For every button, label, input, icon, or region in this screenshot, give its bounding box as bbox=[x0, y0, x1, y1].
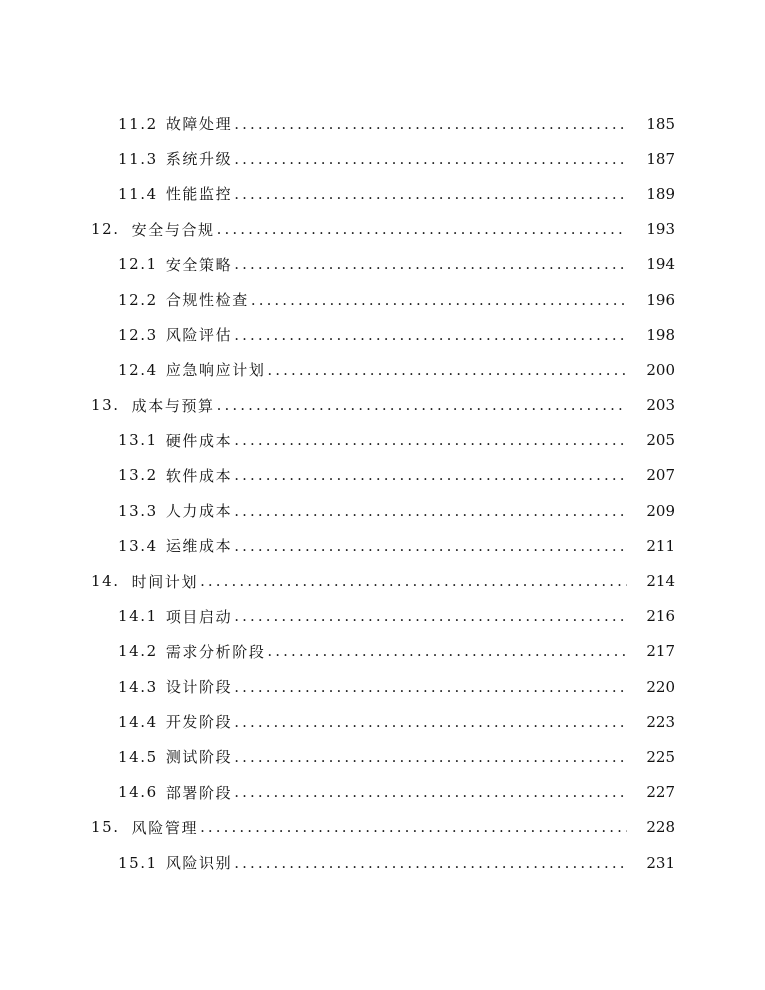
toc-entry-page: 231 bbox=[646, 853, 675, 872]
toc-entry-11-2[interactable] bbox=[0, 106, 765, 141]
toc-entry-page: 217 bbox=[646, 642, 675, 661]
toc-entry-number: 14. bbox=[91, 572, 120, 591]
toc-entry-12-4[interactable] bbox=[0, 352, 765, 387]
dot-leader bbox=[234, 115, 627, 133]
toc-entry-number: 14.2 bbox=[118, 642, 158, 661]
toc-entry-number: 14.1 bbox=[118, 607, 158, 626]
toc-entry-number: 14.5 bbox=[118, 747, 158, 766]
toc-entry-number: 14.4 bbox=[118, 712, 158, 731]
dot-leader bbox=[200, 818, 627, 836]
toc-entry-number: 15.1 bbox=[118, 853, 158, 872]
toc-entry-number: 12.2 bbox=[118, 290, 158, 309]
toc-entry-number: 14.3 bbox=[118, 677, 158, 696]
dot-leader bbox=[267, 361, 627, 379]
dot-leader bbox=[234, 185, 627, 203]
dot-leader bbox=[234, 537, 627, 555]
toc-entry-page: 194 bbox=[646, 255, 675, 274]
dot-leader bbox=[234, 713, 627, 731]
toc-entry-title: 测试阶段 bbox=[165, 748, 233, 767]
toc-entry-11-3[interactable] bbox=[0, 141, 765, 176]
toc-entry-number: 12. bbox=[91, 220, 120, 239]
toc-entry-title: 风险评估 bbox=[165, 326, 233, 345]
dot-leader bbox=[200, 572, 627, 590]
toc-entry-number: 12.4 bbox=[118, 360, 158, 379]
toc-entry-title: 安全与合规 bbox=[131, 220, 215, 239]
toc-entry-title: 成本与预算 bbox=[131, 396, 215, 415]
toc-entry-title: 开发阶段 bbox=[165, 713, 233, 732]
toc-entry-title: 运维成本 bbox=[165, 537, 233, 556]
dot-leader bbox=[217, 220, 627, 238]
toc-entry-page: 205 bbox=[646, 431, 675, 450]
toc-entry-13-3[interactable] bbox=[0, 493, 765, 528]
toc-entry-14-1[interactable] bbox=[0, 599, 765, 634]
toc-entry-page: 228 bbox=[646, 818, 675, 837]
dot-leader bbox=[234, 431, 627, 449]
toc-entry-title: 时间计划 bbox=[131, 572, 199, 591]
toc-entry-number: 13.2 bbox=[118, 466, 158, 485]
toc-entry-title: 人力成本 bbox=[165, 502, 233, 521]
dot-leader bbox=[234, 326, 627, 344]
toc-entry-title: 故障处理 bbox=[165, 115, 233, 134]
toc-entry-page: 203 bbox=[646, 396, 675, 415]
toc-entry-page: 189 bbox=[646, 184, 675, 203]
toc-entry-title: 设计阶段 bbox=[165, 678, 233, 697]
toc-entry-title: 部署阶段 bbox=[165, 783, 233, 802]
toc-entry-page: 214 bbox=[646, 572, 675, 591]
toc-entry-14-4[interactable] bbox=[0, 704, 765, 739]
dot-leader bbox=[251, 291, 627, 309]
toc-entry-14-3[interactable] bbox=[0, 669, 765, 704]
toc-entry-13[interactable] bbox=[0, 388, 765, 423]
dot-leader bbox=[234, 748, 627, 766]
toc-entry-page: 211 bbox=[646, 536, 675, 555]
toc-entry-title: 安全策略 bbox=[165, 255, 233, 274]
dot-leader bbox=[234, 150, 627, 168]
dot-leader bbox=[234, 607, 627, 625]
toc-entry-page: 187 bbox=[646, 149, 675, 168]
toc-entry-11-4[interactable] bbox=[0, 176, 765, 211]
toc-entry-title: 系统升级 bbox=[165, 150, 233, 169]
dot-leader bbox=[234, 255, 627, 273]
toc-entry-title: 风险识别 bbox=[165, 854, 233, 873]
toc-entry-title: 硬件成本 bbox=[165, 431, 233, 450]
toc-entry-page: 198 bbox=[646, 325, 675, 344]
toc-entry-14-2[interactable] bbox=[0, 634, 765, 669]
toc-entry-12[interactable] bbox=[0, 212, 765, 247]
toc-entry-14[interactable] bbox=[0, 563, 765, 598]
toc-entry-title: 性能监控 bbox=[165, 185, 233, 204]
toc-entry-page: 227 bbox=[646, 783, 675, 802]
toc-entry-number: 12.3 bbox=[118, 325, 158, 344]
toc-entry-13-2[interactable] bbox=[0, 458, 765, 493]
toc-entry-page: 225 bbox=[646, 747, 675, 766]
toc-entry-15[interactable] bbox=[0, 810, 765, 845]
toc-entry-number: 11.2 bbox=[118, 114, 158, 133]
toc-entry-title: 应急响应计划 bbox=[165, 361, 266, 380]
toc-entry-number: 11.3 bbox=[118, 149, 158, 168]
toc-entry-title: 需求分析阶段 bbox=[165, 642, 266, 661]
toc-entry-number: 14.6 bbox=[118, 783, 158, 802]
toc-entry-title: 项目启动 bbox=[165, 607, 233, 626]
toc-entry-page: 185 bbox=[646, 114, 675, 133]
toc-entry-number: 11.4 bbox=[118, 184, 158, 203]
toc-entry-page: 200 bbox=[646, 360, 675, 379]
toc-entry-13-1[interactable] bbox=[0, 423, 765, 458]
toc-entry-number: 13. bbox=[91, 396, 120, 415]
toc-entry-page: 220 bbox=[646, 677, 675, 696]
dot-leader bbox=[234, 854, 627, 872]
dot-leader bbox=[217, 396, 627, 414]
toc-entry-page: 216 bbox=[646, 607, 675, 626]
toc-entry-13-4[interactable] bbox=[0, 528, 765, 563]
toc-entry-12-2[interactable] bbox=[0, 282, 765, 317]
toc-entry-12-1[interactable] bbox=[0, 247, 765, 282]
toc-entry-page: 223 bbox=[646, 712, 675, 731]
toc-entry-page: 207 bbox=[646, 466, 675, 485]
toc-entry-number: 13.1 bbox=[118, 431, 158, 450]
dot-leader bbox=[267, 642, 627, 660]
toc-entry-title: 合规性检查 bbox=[165, 291, 249, 310]
toc-entry-15-1[interactable] bbox=[0, 845, 765, 880]
toc-entry-number: 13.4 bbox=[118, 536, 158, 555]
table-of-contents bbox=[0, 106, 765, 880]
toc-entry-number: 15. bbox=[91, 818, 120, 837]
dot-leader bbox=[234, 466, 627, 484]
toc-entry-14-6[interactable] bbox=[0, 775, 765, 810]
toc-entry-page: 209 bbox=[646, 501, 675, 520]
toc-entry-page: 196 bbox=[646, 290, 675, 309]
dot-leader bbox=[234, 502, 627, 520]
toc-entry-number: 12.1 bbox=[118, 255, 158, 274]
toc-entry-page: 193 bbox=[646, 220, 675, 239]
toc-entry-title: 软件成本 bbox=[165, 466, 233, 485]
toc-entry-12-3[interactable] bbox=[0, 317, 765, 352]
toc-entry-title: 风险管理 bbox=[131, 818, 199, 837]
toc-entry-number: 13.3 bbox=[118, 501, 158, 520]
dot-leader bbox=[234, 678, 627, 696]
dot-leader bbox=[234, 783, 627, 801]
toc-entry-14-5[interactable] bbox=[0, 739, 765, 774]
